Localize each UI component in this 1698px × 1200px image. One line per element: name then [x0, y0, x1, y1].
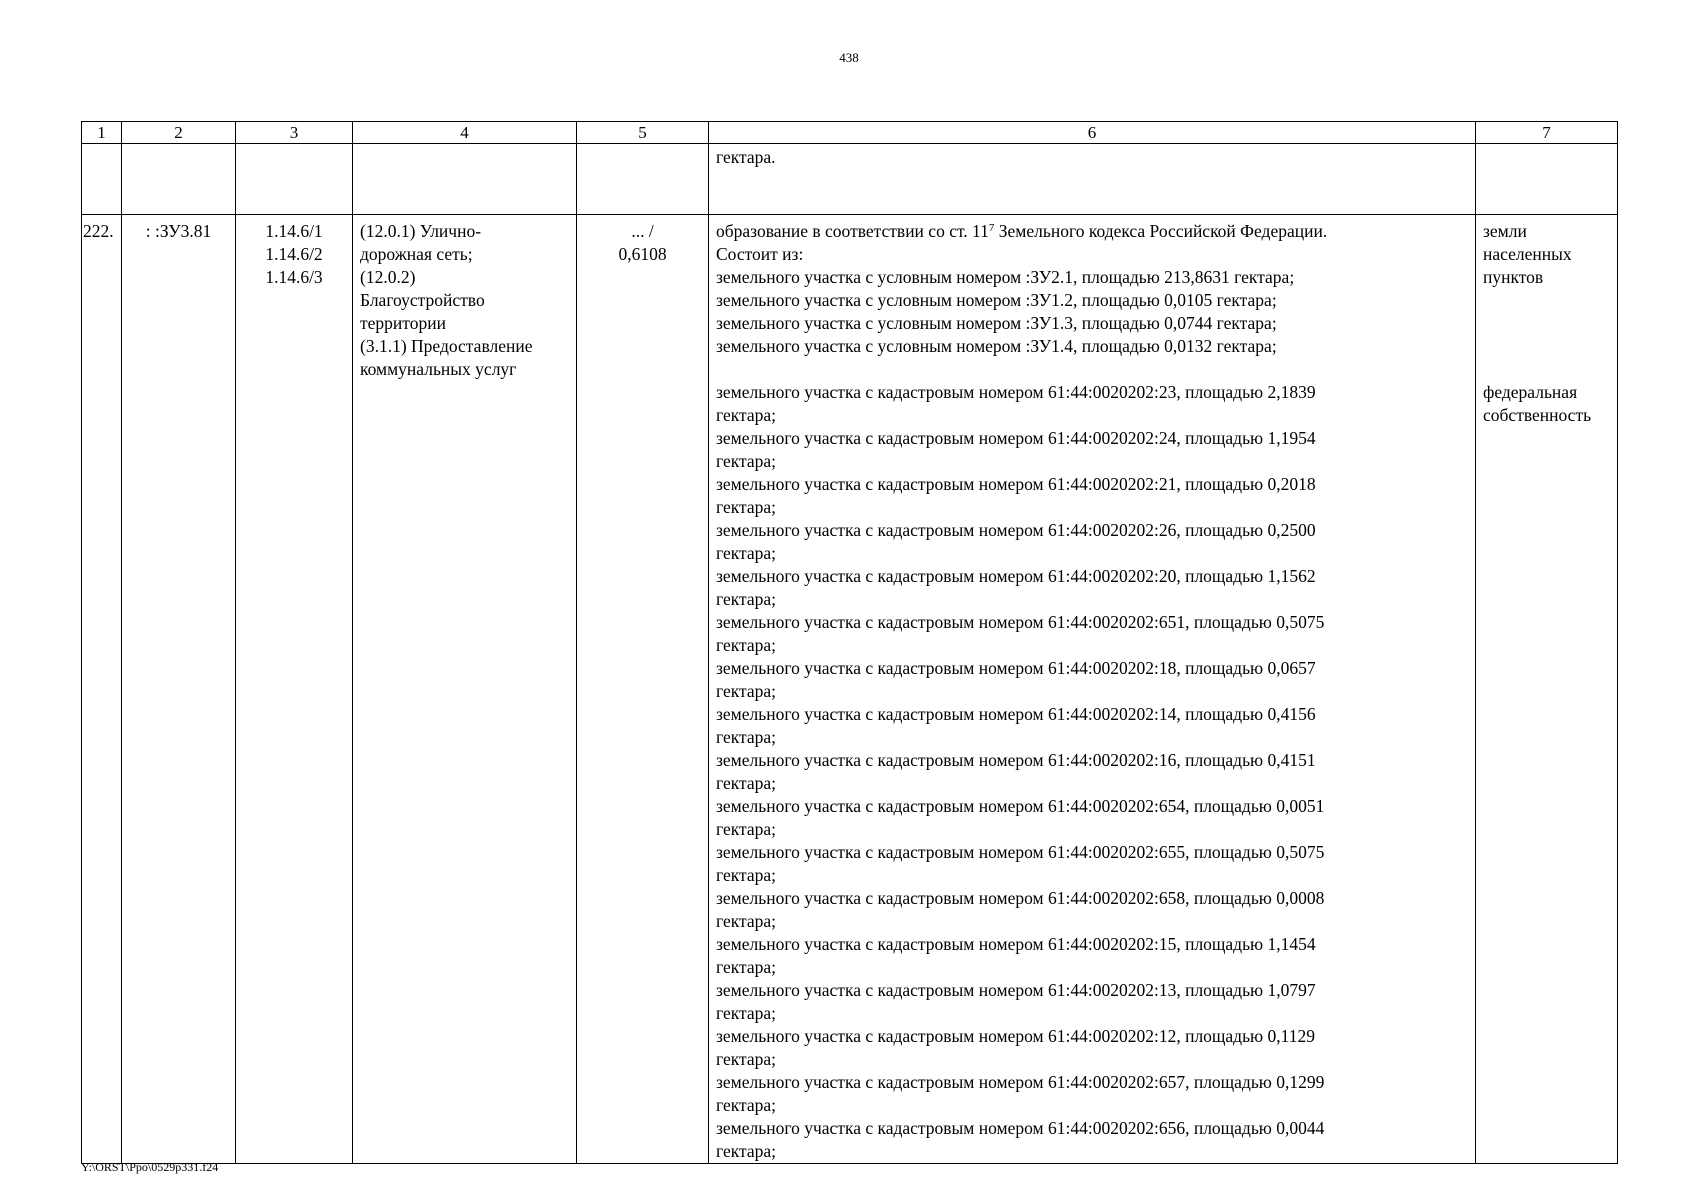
cadastral-plot-unit: гектара;	[716, 543, 776, 563]
header-col-3: 3	[236, 122, 353, 144]
page-number: 438	[839, 50, 859, 65]
header-col-6: 6	[709, 122, 1476, 144]
cadastral-plot-unit: гектара;	[716, 911, 776, 931]
cadastral-plot-unit: гектара;	[716, 1003, 776, 1023]
cadastral-plot-item: земельного участка с кадастровым номером 61:44:0020202:658, площадью 0,0008	[716, 888, 1325, 908]
conditional-plots-list	[716, 266, 1469, 358]
continuation-text: гектара.	[709, 144, 1476, 215]
header-col-7: 7	[1476, 122, 1618, 144]
cadastral-plot-unit: гектара;	[716, 1095, 776, 1115]
cadastral-plot-item: земельного участка с кадастровым номером 61:44:0020202:12, площадью 0,1129	[716, 1026, 1315, 1046]
plot-area: ... / 0,6108	[577, 215, 709, 1164]
header-col-2: 2	[122, 122, 236, 144]
conditional-plot-item: земельного участка с условным номером :ЗУ1.2, площадью 0,0105 гектара;	[716, 290, 1277, 310]
cadastral-plot-item: земельного участка с кадастровым номером 61:44:0020202:655, площадью 0,5075	[716, 842, 1325, 862]
land-plots-table	[81, 121, 1618, 1164]
conditional-plot-item: земельного участка с условным номером :ЗУ1.4, площадью 0,0132 гектара;	[716, 336, 1277, 356]
conditional-plot-item: земельного участка с условным номером :ЗУ1.3, площадью 0,0744 гектара;	[716, 313, 1277, 333]
cadastral-plot-item: земельного участка с кадастровым номером 61:44:0020202:14, площадью 0,4156	[716, 704, 1316, 724]
cadastral-plot-item: земельного участка с кадастровым номером 61:44:0020202:23, площадью 2,1839	[716, 382, 1316, 402]
cadastral-plot-unit: гектара;	[716, 1141, 776, 1161]
header-col-5: 5	[577, 122, 709, 144]
plot-description	[709, 215, 1476, 1164]
cadastral-plot-item: земельного участка с кадастровым номером 61:44:0020202:24, площадью 1,1954	[716, 428, 1316, 448]
land-category: земли населенных пунктов федеральная собственность	[1476, 215, 1618, 1164]
cadastral-plot-unit: гектара;	[716, 451, 776, 471]
cadastral-plot-unit: гектара;	[716, 681, 776, 701]
cadastral-plot-item: земельного участка с кадастровым номером 61:44:0020202:18, площадью 0,0657	[716, 658, 1316, 678]
table-row-222	[82, 215, 1618, 1164]
file-path-footer: Y:\ORST\Ppo\0529p331.f24	[81, 1160, 219, 1174]
cadastral-plot-item: земельного участка с кадастровым номером 61:44:0020202:21, площадью 0,2018	[716, 474, 1316, 494]
ownership: федеральная	[1483, 382, 1578, 402]
use-code: 1.14.6/2	[265, 244, 323, 264]
header-row	[82, 122, 1618, 144]
cadastral-plots-list	[716, 381, 1469, 1163]
continuation-row	[82, 144, 1618, 215]
cadastral-plot-unit: гектара;	[716, 635, 776, 655]
conditional-plot-item: земельного участка с условным номером :ЗУ2.1, площадью 213,8631 гектара;	[716, 267, 1295, 287]
cadastral-plot-item: земельного участка с кадастровым номером 61:44:0020202:654, площадью 0,0051	[716, 796, 1325, 816]
cadastral-plot-unit: гектара;	[716, 819, 776, 839]
cadastral-plot-unit: гектара;	[716, 957, 776, 977]
cadastral-plot-item: земельного участка с кадастровым номером 61:44:0020202:651, площадью 0,5075	[716, 612, 1325, 632]
header-col-1: 1	[82, 122, 122, 144]
description-first-line: образование в соответствии со ст. $11^7$ Земельного кодекса Российской Федерации.	[716, 221, 1328, 241]
use-code: 1.14.6/3	[265, 267, 323, 287]
cadastral-plot-item: земельного участка с кадастровым номером 61:44:0020202:657, площадью 0,1299	[716, 1072, 1325, 1092]
use-codes	[236, 215, 353, 1164]
cadastral-plot-item: земельного участка с кадастровым номером 61:44:0020202:20, площадью 1,1562	[716, 566, 1316, 586]
plot-code: : :ЗУ3.81	[122, 215, 236, 1164]
row-number: 222.	[82, 215, 122, 1164]
cadastral-plot-unit: гектара;	[716, 589, 776, 609]
cadastral-plot-item: земельного участка с кадастровым номером 61:44:0020202:15, площадью 1,1454	[716, 934, 1316, 954]
description-intro: Состоит из:	[716, 244, 804, 264]
cadastral-plot-unit: гектара;	[716, 865, 776, 885]
cadastral-plot-item: земельного участка с кадастровым номером 61:44:0020202:13, площадью 1,0797	[716, 980, 1316, 1000]
permitted-use: (12.0.1) Улично- дорожная сеть; (12.0.2) Благоустройство территории (3.1.1) Предоставление коммунальных услуг	[353, 215, 577, 1164]
cadastral-plot-item: земельного участка с кадастровым номером 61:44:0020202:26, площадью 0,2500	[716, 520, 1316, 540]
cadastral-plot-unit: гектара;	[716, 727, 776, 747]
cadastral-plot-unit: гектара;	[716, 405, 776, 425]
ownership: собственность	[1483, 405, 1592, 425]
cadastral-plot-unit: гектара;	[716, 1049, 776, 1069]
cadastral-plot-unit: гектара;	[716, 773, 776, 793]
cadastral-plot-unit: гектара;	[716, 497, 776, 517]
cadastral-plot-item: земельного участка с кадастровым номером 61:44:0020202:656, площадью 0,0044	[716, 1118, 1325, 1138]
cadastral-plot-item: земельного участка с кадастровым номером 61:44:0020202:16, площадью 0,4151	[716, 750, 1316, 770]
header-col-4: 4	[353, 122, 577, 144]
use-code: 1.14.6/1	[265, 221, 323, 241]
